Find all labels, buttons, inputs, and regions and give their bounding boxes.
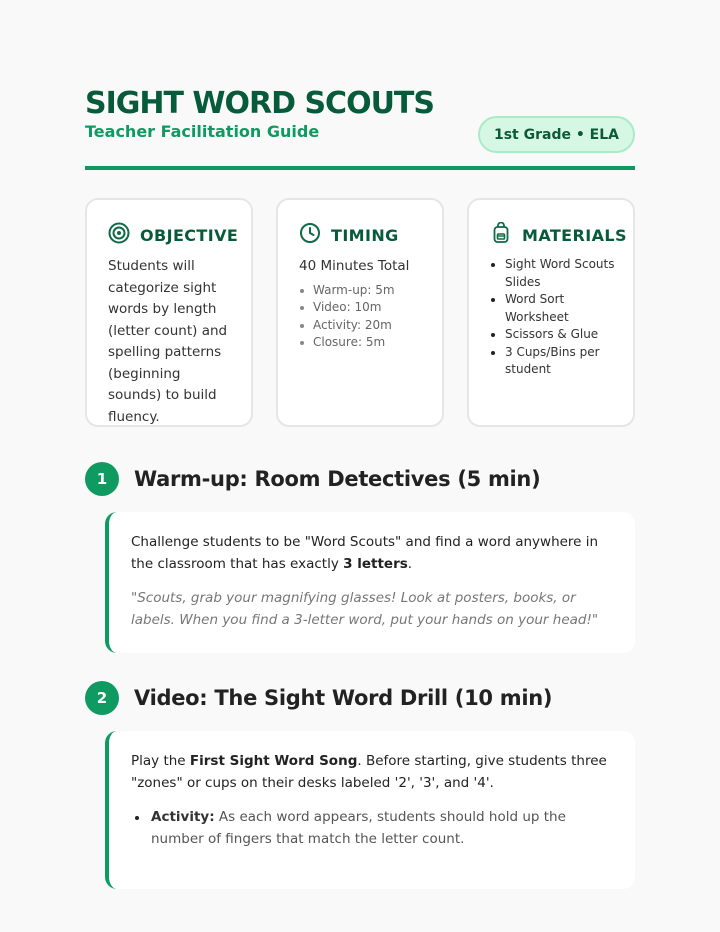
materials-title: MATERIALS — [522, 225, 627, 245]
section-1-quote: "Scouts, grab your magnifying glasses! Look at posters, books, or labels. When you find a 3-letter word, put your hands on your head!" — [131, 590, 599, 628]
backpack-icon — [490, 222, 512, 248]
timing-item: Video: 10m — [299, 299, 428, 317]
materials-item: 3 Cups/Bins per student — [490, 344, 619, 379]
materials-item: Word Sort Worksheet — [490, 291, 619, 326]
section-2-text: Play the First Sight Word Song. Before starting, give students three "zones" or cups on their desks labeled '2', '3', and '4'. — [131, 753, 607, 791]
grade-badge: 1st Grade • ELA — [478, 116, 635, 153]
header-divider — [85, 166, 635, 170]
timing-item: Activity: 20m — [299, 317, 428, 335]
section-2-box — [105, 731, 635, 889]
section-1-header — [85, 462, 540, 496]
materials-card-header — [490, 220, 627, 250]
timing-item: Warm-up: 5m — [299, 282, 428, 300]
objective-title: OBJECTIVE — [140, 225, 239, 245]
list-item: Activity: As each word appears, students should hold up the number of fingers that match the letter count. — [131, 807, 611, 850]
section-2-title: Video: The Sight Word Drill (10 min) — [134, 686, 553, 710]
materials-item: Sight Word Scouts Slides — [490, 256, 619, 291]
objective-text: Students will categorize sight words by length (letter count) and spelling patterns (beginning sounds) to build fluency. — [108, 258, 228, 425]
timing-card — [276, 198, 444, 427]
page-title: SIGHT WORD SCOUTS — [85, 86, 435, 121]
timing-list — [299, 282, 428, 352]
materials-item: Scissors & Glue — [490, 326, 619, 344]
timing-total: 40 Minutes Total — [299, 258, 410, 274]
materials-list — [490, 256, 619, 379]
objective-card — [85, 198, 253, 427]
clock-icon — [299, 222, 321, 248]
page-subtitle: Teacher Facilitation Guide — [85, 122, 320, 141]
section-2-activity-list — [131, 807, 611, 850]
section-1-text: Challenge students to be "Word Scouts" and find a word anywhere in the classroom that has exactly 3 letters. — [131, 534, 599, 572]
timing-title: TIMING — [331, 225, 399, 245]
section-1-title: Warm-up: Room Detectives (5 min) — [134, 467, 541, 491]
timing-card-header — [299, 220, 428, 250]
step-number-badge: 2 — [85, 681, 119, 715]
step-number-badge: 1 — [85, 462, 119, 496]
materials-card — [467, 198, 635, 427]
objective-card-header — [108, 220, 237, 250]
timing-item: Closure: 5m — [299, 334, 428, 352]
section-1-box — [105, 512, 635, 653]
section-2-header — [85, 681, 552, 715]
target-icon — [108, 222, 130, 248]
